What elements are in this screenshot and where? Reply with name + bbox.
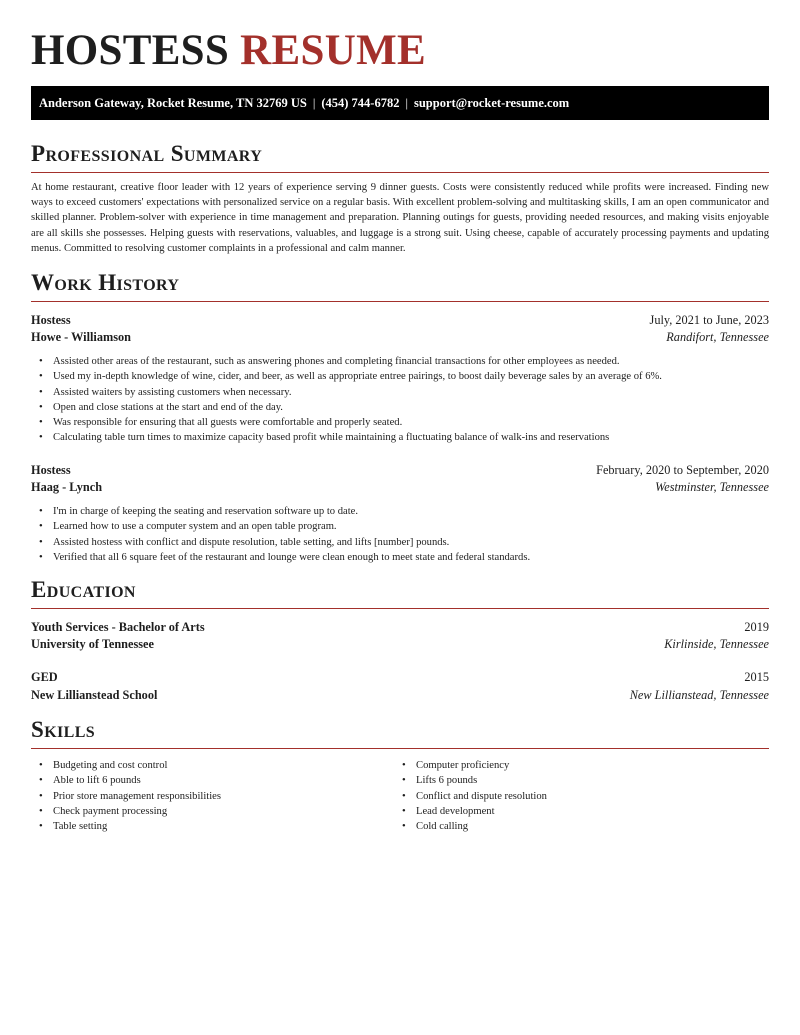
list-item: • Verified that all 6 square feet of the restaurant and lounge were clean enough to meet state and federal standards.: [53, 550, 769, 565]
education-degree: Youth Services - Bachelor of Arts: [31, 620, 205, 634]
education-degree: GED: [31, 670, 58, 684]
education-school: University of Tennessee: [31, 637, 154, 651]
job-location: Randifort, Tennessee: [666, 330, 769, 344]
title-part-resume: RESUME: [240, 27, 426, 74]
summary-text: At home restaurant, creative floor leader with 12 years of experience serving 9 dinner guests. Costs were consistently reduced while profits were increased. Finding new ways to exceed customers' expectations with personalized service on a regular basis. With excellent problem-solving and multitasking skills, I am an open communicator and skilled planner. Problem-solver with experience in time management and preparation. Planning outings for guests, providing needed resources, and making visits enjoyable are all skills she possesses. Helping guests with reservations, valuables, and luggage is a strong suit. Using cheese, capable of accurately processing payments and updating menus. Committed to resolving customer complaints in a professional and calm manner.: [31, 182, 769, 254]
contact-phone: (454) 744-6782: [321, 96, 400, 110]
job-subheader: [31, 329, 769, 345]
section-divider: [31, 301, 769, 302]
job-duties-list: [31, 354, 769, 446]
job-company: Howe - Williamson: [31, 330, 131, 344]
list-item: • Budgeting and cost control: [53, 758, 371, 773]
contact-separator: |: [405, 96, 408, 110]
list-item: • Assisted hostess with conflict and dispute resolution, table setting, and lifts [number] pounds.: [53, 535, 769, 550]
education-location: New Lillianstead, Tennessee: [629, 688, 769, 702]
list-item: • Cold calling: [416, 819, 734, 834]
list-item: • Lead development: [416, 804, 734, 819]
job-header: [31, 462, 769, 478]
education-school: New Lillianstead School: [31, 688, 158, 702]
contact-email: support@rocket-resume.com: [413, 96, 570, 110]
education-heading: Education: [31, 577, 136, 602]
education-year: 2019: [744, 620, 769, 634]
education-header: [31, 669, 769, 685]
section-divider: [31, 608, 769, 609]
work-history-heading: Work History: [31, 270, 180, 295]
skills-list-left: [31, 758, 371, 834]
job-dates: July, 2021 to June, 2023: [649, 313, 769, 327]
job-subheader: [31, 479, 769, 495]
section-divider: [31, 748, 769, 749]
title-part-hostess: HOSTESS: [31, 27, 230, 74]
list-item: • Calculating table turn times to maximize capacity based profit while maintaining a fluctuating balance of walk-ins and reservations: [53, 430, 769, 445]
job-title: Hostess: [31, 313, 71, 327]
contact-bar: [31, 86, 769, 120]
education-subheader: [31, 687, 769, 703]
list-item: • Lifts 6 pounds: [416, 773, 734, 788]
list-item: • Used my in-depth knowledge of wine, cider, and beer, as well as appropriate entree pairings, to boost daily beverage sales by an average of 6%.: [53, 369, 769, 384]
resume-title: [31, 28, 426, 74]
list-item: • Assisted waiters by assisting customers when necessary.: [53, 385, 769, 400]
skills-list-right: [394, 758, 734, 834]
contact-address: Anderson Gateway, Rocket Resume, TN 32769 US: [39, 96, 307, 110]
education-header: [31, 619, 769, 635]
list-item: • Was responsible for ensuring that all guests were comfortable and properly seated.: [53, 415, 769, 430]
education-location: Kirlinside, Tennessee: [664, 637, 769, 651]
list-item: • Assisted other areas of the restaurant, such as answering phones and completing financial transactions for other employees as needed.: [53, 354, 769, 369]
list-item: • Prior store management responsibilities: [53, 789, 371, 804]
education-year: 2015: [744, 670, 769, 684]
education-subheader: [31, 636, 769, 652]
list-item: • Open and close stations at the start and end of the day.: [53, 400, 769, 415]
job-title: Hostess: [31, 463, 71, 477]
job-header: [31, 312, 769, 328]
contact-separator: |: [312, 96, 316, 110]
job-location: Westminster, Tennessee: [655, 480, 769, 494]
job-duties-list: [31, 504, 769, 565]
list-item: • I'm in charge of keeping the seating and reservation software up to date.: [53, 504, 769, 519]
job-dates: February, 2020 to September, 2020: [596, 463, 769, 477]
list-item: • Table setting: [53, 819, 371, 834]
section-divider: [31, 172, 769, 173]
summary-heading: Professional Summary: [31, 141, 263, 166]
list-item: • Conflict and dispute resolution: [416, 789, 734, 804]
list-item: • Able to lift 6 pounds: [53, 773, 371, 788]
list-item: • Computer proficiency: [416, 758, 734, 773]
skills-heading: Skills: [31, 717, 96, 742]
job-company: Haag - Lynch: [31, 480, 103, 494]
list-item: • Learned how to use a computer system and an open table program.: [53, 519, 769, 534]
list-item: • Check payment processing: [53, 804, 371, 819]
